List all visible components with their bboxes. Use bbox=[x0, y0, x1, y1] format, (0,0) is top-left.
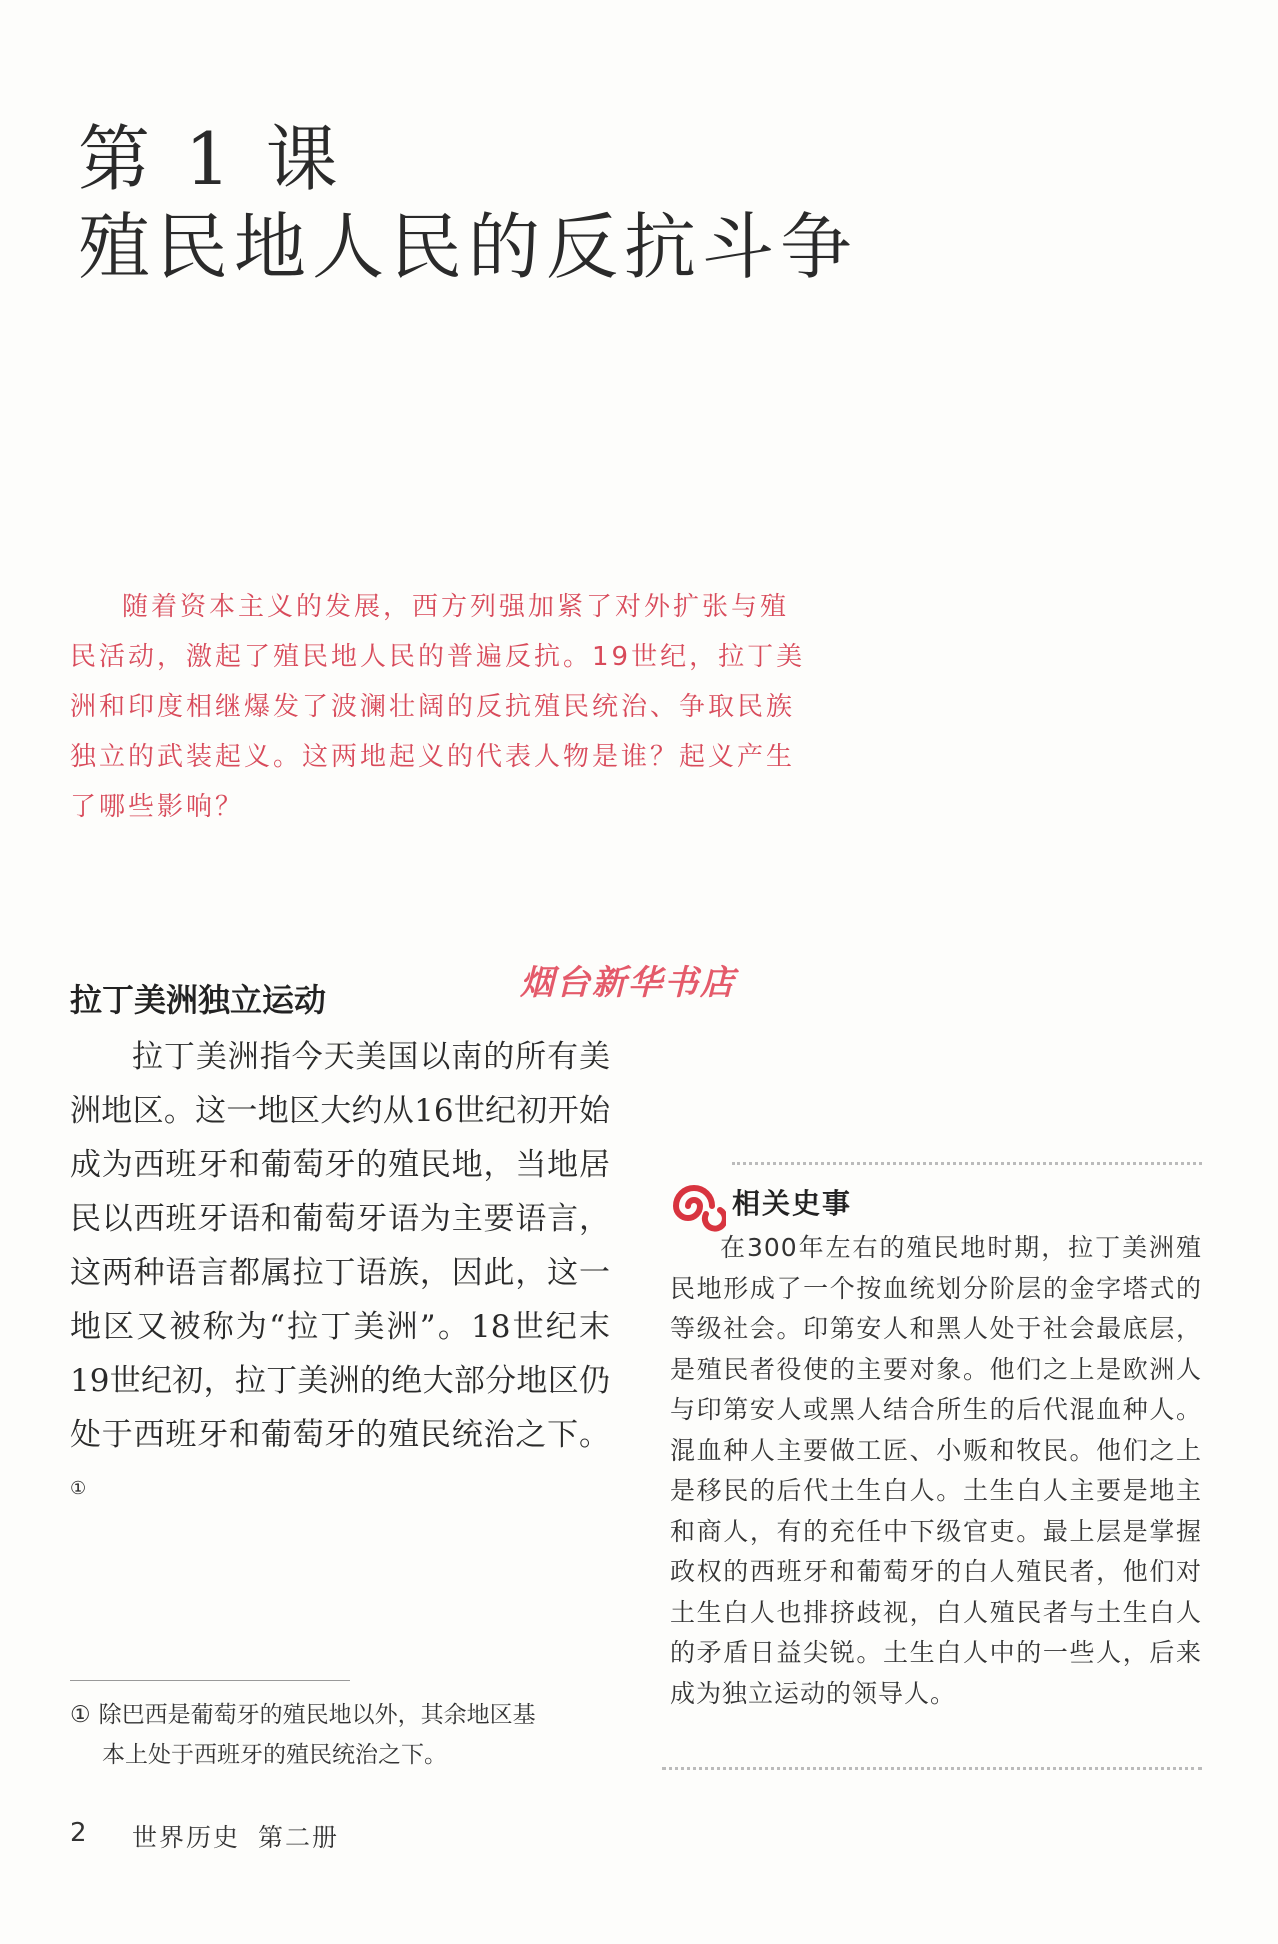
sidebar-paragraph: 在300年左右的殖民地时期，拉丁美洲殖民地形成了一个按血统划分阶层的金字塔式的等级社会。印第安人和黑人处于社会最底层，是殖民者役使的主要对象。他们之上是欧洲人与印第安人或黑人结合所生的后代混血种人。混血种人主要做工匠、小贩和牧民。他们之上是移民的后代土生白人。土生白人主要是地主和商人，有的充任中下级官吏。最上层是掌握政权的西班牙和葡萄牙的白人殖民者，他们对土生白人也排挤歧视，白人殖民者与土生白人的矛盾日益尖锐。土生白人中的一些人，后来成为独立运动的领导人。 bbox=[670, 1233, 1202, 1708]
sidebar-body bbox=[670, 1228, 1202, 1714]
lesson-intro bbox=[70, 582, 810, 832]
section-body bbox=[70, 1030, 610, 1522]
footnote-divider bbox=[70, 1680, 350, 1681]
page-number: 2 bbox=[70, 1818, 87, 1848]
sidebar-bottom-divider bbox=[662, 1767, 1202, 1770]
lesson-title bbox=[78, 115, 858, 291]
sidebar-heading: 相关史事 bbox=[732, 1187, 853, 1220]
footnote-line-1: 除巴西是葡萄牙的殖民地以外，其余地区基 bbox=[98, 1702, 536, 1728]
book-name: 世界历史 bbox=[132, 1823, 241, 1852]
lesson-title-text: 殖民地人民的反抗斗争 bbox=[78, 205, 859, 289]
body-paragraph bbox=[70, 1030, 610, 1522]
footnote bbox=[70, 1695, 610, 1775]
lesson-number: 第 1 课 bbox=[78, 117, 344, 201]
intro-text: 随着资本主义的发展，西方列强加紧了对外扩张与殖民活动，激起了殖民地人民的普遍反抗。19世纪，拉丁美洲和印度相继爆发了波澜壮阔的反抗殖民统治、争取民族独立的武装起义。这两地起义的代表人物是谁？起义产生了哪些影响？ bbox=[70, 592, 806, 822]
book-volume: 第二册 bbox=[258, 1823, 340, 1852]
running-footer bbox=[132, 1818, 339, 1854]
store-watermark: 烟台新华书店 bbox=[520, 963, 736, 1003]
section-heading: 拉丁美洲独立运动 bbox=[70, 981, 327, 1019]
sidebar-top-divider bbox=[732, 1162, 1202, 1165]
footnote-line-2: 本上处于西班牙的殖民统治之下。 bbox=[102, 1742, 447, 1768]
footnote-ref: ① bbox=[70, 1478, 87, 1499]
footnote-mark: ① bbox=[70, 1702, 91, 1728]
body-paragraph-text: 拉丁美洲指今天美国以南的所有美洲地区。这一地区大约从16世纪初开始成为西班牙和葡萄牙的殖民地，当地居民以西班牙语和葡萄牙语为主要语言，这两种语言都属拉丁语族，因此，这一地区又被称为“拉丁美洲”。18世纪末19世纪初，拉丁美洲的绝大部分地区仍处于西班牙和葡萄牙的殖民统治之下。 bbox=[70, 1039, 610, 1453]
